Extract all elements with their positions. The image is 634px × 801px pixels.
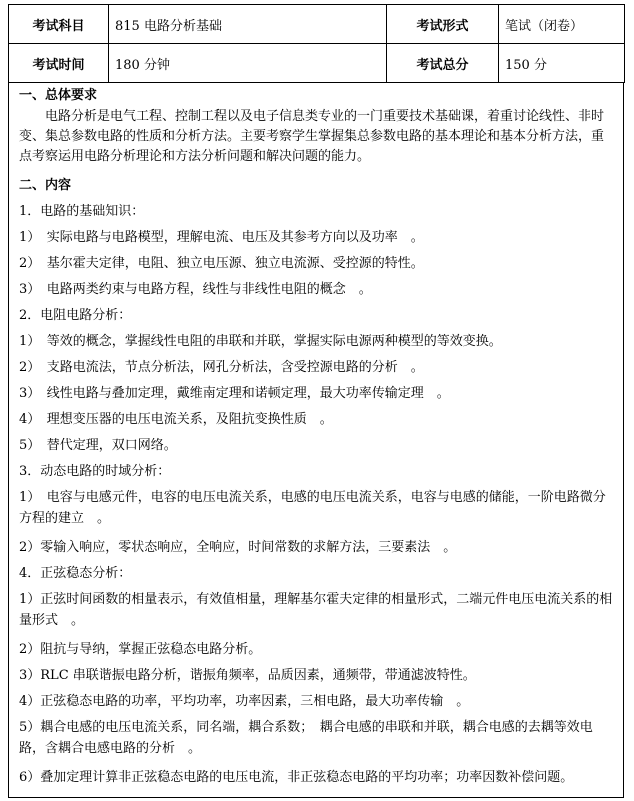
list-item: 4） 理想变压器的电压电流关系，及阻抗变换性质 。 [19,412,333,427]
list-item: 2） 支路电流法，节点分析法，网孔分析法，含受控源电路的分析 。 [19,360,424,375]
time-label: 考试时间 [9,44,109,83]
list-item: 2）阻抗与导纳，掌握正弦稳态电路分析。 [19,642,262,657]
total-value: 150 分 [499,44,625,83]
list-item: 5）耦合电感的电压电流关系，同名端，耦合系数； 耦合电感的串联和并联，耦合电感的去耦等效电路，含耦合电感电路的分析 。 [19,720,593,756]
list-item: 6）叠加定理计算非正弦稳态电路的电压电流，非正弦稳态电路的平均功率；功率因数补偿问题。 [19,770,574,785]
list-item: 2） 基尔霍夫定律，电阻、独立电压源、独立电流源、受控源的特性。 [19,256,424,271]
exam-syllabus-sheet [8,4,624,798]
list-item: 3） 线性电路与叠加定理，戴维南定理和诺顿定理，最大功率传输定理 。 [19,386,450,401]
list-item: 1） 实际电路与电路模型，理解电流、电压及其参考方向以及功率 。 [19,230,424,245]
section-content-title: 二、内容 [19,178,72,193]
list-item: 1） 等效的概念，掌握线性电阻的串联和并联，掌握实际电源两种模型的等效变换。 [19,334,502,349]
list-item: 1） 电容与电感元件，电容的电压电流关系，电感的电压电流关系，电容与电感的储能，一阶电路微分方程的建立 。 [19,490,606,526]
section-general-text: 电路分析是电气工程、控制工程以及电子信息类专业的一门重要技术基础课，着重讨论线性、非时变、集总参数电路的性质和分析方法。主要考察学生掌握集总参数电路的基本理论和基本分析方法，重点考察运用电路分析理论和方法分析问题和解决问题的能力。 [19,109,605,164]
content-box [8,83,624,798]
time-value: 180 分钟 [109,44,387,83]
form-value: 笔试（闭卷） [499,5,625,44]
exam-info-table [8,4,625,83]
list-item: 5） 替代定理，双口网络。 [19,438,177,453]
form-label: 考试形式 [387,5,499,44]
group-3-title: 3．动态电路的时域分析： [19,464,171,479]
list-item: 1）正弦时间函数的相量表示，有效值相量，理解基尔霍夫定律的相量形式，二端元件电压电流关系的相量形式 。 [19,592,613,628]
group-1-title: 1．电路的基础知识： [19,204,145,219]
subject-value: 815 电路分析基础 [109,5,387,44]
list-item: 2）零输入响应，零状态响应，全响应，时间常数的求解方法，三要素法 。 [19,540,457,555]
total-label: 考试总分 [387,44,499,83]
exam-info-row-1 [9,5,625,44]
section-general-title: 一、总体要求 [19,88,98,103]
list-item: 3） 电路两类约束与电路方程，线性与非线性电阻的概念 。 [19,282,372,297]
exam-info-row-2 [9,44,625,83]
group-4-title: 4．正弦稳态分析： [19,566,132,581]
list-item: 3）RLC 串联谐振电路分析，谐振角频率，品质因素，通频带，带通滤波特性。 [19,668,476,683]
subject-label: 考试科目 [9,5,109,44]
list-item: 4）正弦稳态电路的功率，平均功率，功率因素，三相电路，最大功率传输 。 [19,694,470,709]
group-2-title: 2．电阻电路分析： [19,308,132,323]
